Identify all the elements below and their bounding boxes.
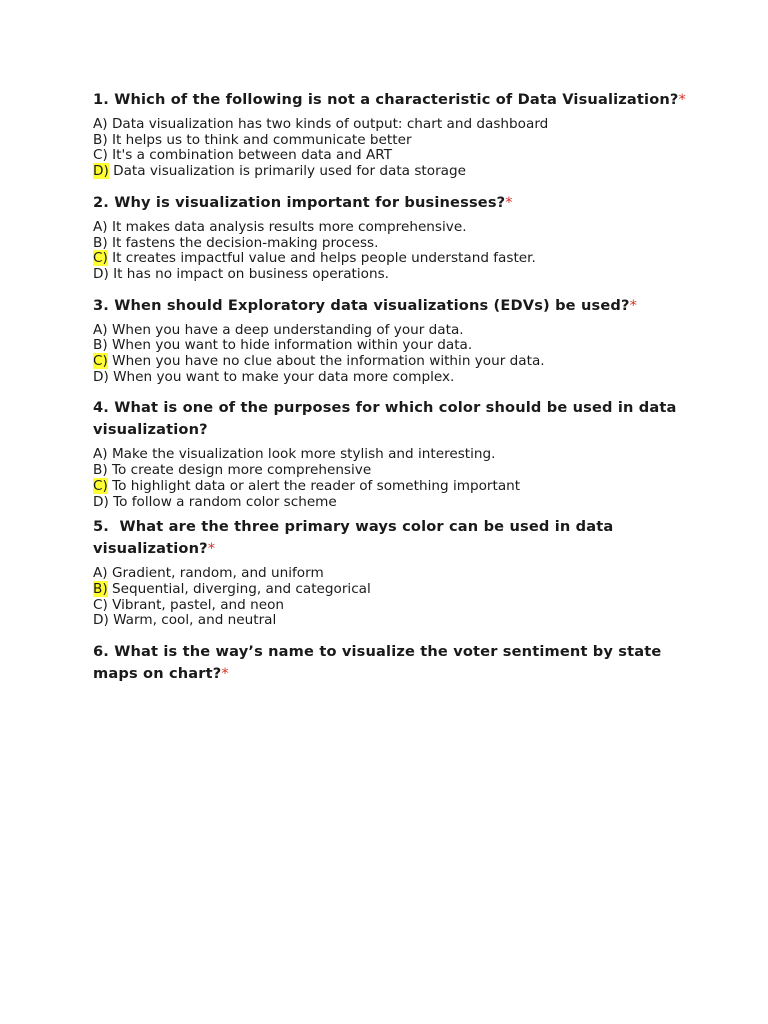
- required-mark: *: [678, 91, 686, 108]
- question-3-title: 3. When should Exploratory data visualizations (EDVs) be used?*: [93, 296, 638, 314]
- option-d: D) To follow a random color scheme: [93, 493, 337, 510]
- answer-highlight: C): [93, 477, 108, 494]
- option-b: B) Sequential, diverging, and categorical: [93, 580, 371, 597]
- option-a: A) Gradient, random, and uniform: [93, 565, 324, 582]
- question-1-title: 1. Which of the following is not a characteristic of Data Visualization?*: [93, 91, 686, 108]
- option-b: B) When you want to hide information within your data.: [93, 337, 473, 354]
- option-c: C) It's a combination between data and ART: [93, 147, 392, 164]
- option-d: D) Data visualization is primarily used for data storage: [93, 163, 466, 180]
- question-5-title: 5. What are the three primary ways color can be used in data visualization?*: [93, 518, 619, 558]
- question-5-options: [93, 566, 693, 629]
- answer-highlight: C): [93, 353, 108, 370]
- question-3-options: [93, 323, 693, 386]
- option-d: D) When you want to make your data more complex.: [93, 368, 455, 385]
- required-mark: *: [505, 193, 513, 211]
- answer-highlight: C): [93, 250, 108, 267]
- option-c: C) Vibrant, pastel, and neon: [93, 596, 284, 613]
- option-b: B) It fastens the decision-making process.: [93, 234, 379, 251]
- required-mark: *: [221, 665, 229, 683]
- required-mark: *: [207, 540, 216, 558]
- question-1-options: [93, 117, 693, 180]
- question-4: [93, 397, 693, 510]
- option-b: B) It helps us to think and communicate better: [93, 131, 412, 148]
- question-6-title: 6. What is the way’s name to visualize the voter sentiment by state maps on chart?*: [93, 643, 662, 683]
- quiz-document: [93, 89, 693, 685]
- option-a: A) Data visualization has two kinds of output: chart and dashboard: [93, 116, 549, 132]
- option-a: A) It makes data analysis results more comprehensive.: [93, 218, 467, 235]
- required-mark: *: [629, 296, 638, 314]
- option-c: C) To highlight data or alert the reader of something important: [93, 477, 521, 494]
- question-4-options: [93, 447, 693, 510]
- question-5: [93, 516, 693, 629]
- question-2-options: [93, 220, 693, 283]
- question-2-title: 2. Why is visualization important for businesses?*: [93, 193, 513, 211]
- option-a: A) Make the visualization look more stylish and interesting.: [93, 446, 496, 463]
- question-3: [93, 295, 693, 386]
- question-2: [93, 192, 693, 283]
- option-a: A) When you have a deep understanding of your data.: [93, 321, 464, 338]
- answer-highlight: D): [93, 163, 109, 180]
- question-4-title: 4. What is one of the purposes for which color should be used in data visualization?: [93, 399, 677, 439]
- option-d: D) It has no impact on business operations.: [93, 265, 389, 282]
- question-1: [93, 89, 693, 180]
- option-d: D) Warm, cool, and neutral: [93, 612, 277, 629]
- question-6: [93, 641, 693, 685]
- option-b: B) To create design more comprehensive: [93, 462, 372, 479]
- option-c: C) When you have no clue about the information within your data.: [93, 353, 545, 370]
- answer-highlight: B): [93, 580, 108, 597]
- option-c: C) It creates impactful value and helps people understand faster.: [93, 250, 536, 267]
